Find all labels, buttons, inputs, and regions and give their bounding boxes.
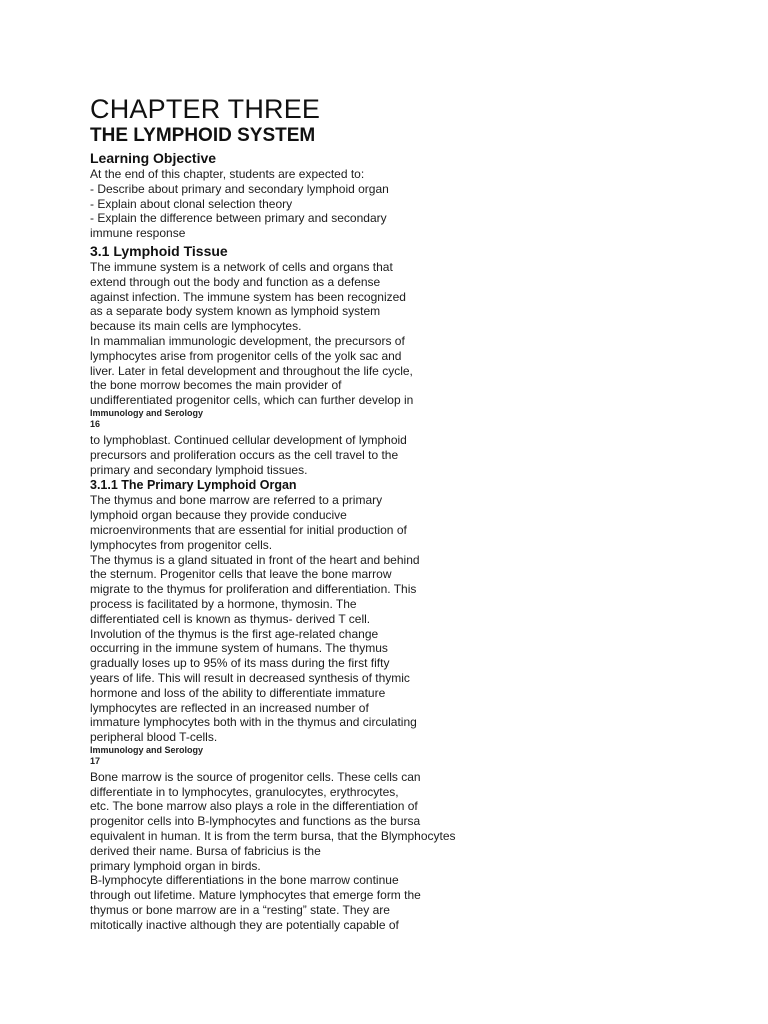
text-line: lymphoid organ because they provide conducive <box>90 508 347 523</box>
text-line: peripheral blood T-cells. <box>90 730 218 745</box>
chapter-title: CHAPTER THREE <box>90 94 321 124</box>
text-line: - Describe about primary and secondary lymphoid organ <box>90 181 389 196</box>
text-line: primary and secondary lymphoid tissues. <box>90 462 308 477</box>
section-heading-primary-lymphoid-organ: 3.1.1 The Primary Lymphoid Organ <box>90 478 297 493</box>
text-line: In mammalian immunologic development, the precursors of <box>90 333 405 348</box>
text-line: liver. Later in fetal development and throughout the life cycle, <box>90 363 413 378</box>
text-line: microenvironments that are essential for initial production of <box>90 522 407 537</box>
text-line: thymus or bone marrow are in a “resting” state. They are <box>90 903 390 918</box>
text-line: lymphocytes arise from progenitor cells of the yolk sac and <box>90 348 402 363</box>
text-line: equivalent in human. It is from the term bursa, that the Blymphocytes <box>90 829 456 844</box>
page-footer-16 <box>90 408 730 430</box>
document-page <box>90 94 730 933</box>
primary-lymphoid-organ-paragraph-a <box>90 493 730 745</box>
text-line: B-lymphocyte differentiations in the bone marrow continue <box>90 873 399 888</box>
text-line: occurring in the immune system of humans. The thymus <box>90 641 388 656</box>
text-line: years of life. This will result in decreased synthesis of thymic <box>90 670 410 685</box>
text-line: the bone morrow becomes the main provider of <box>90 378 342 393</box>
learning-objective-heading: Learning Objective <box>90 150 217 166</box>
text-line: - Explain the difference between primary and secondary <box>90 211 387 226</box>
text-line: mitotically inactive although they are potentially capable of <box>90 917 399 932</box>
text-line: etc. The bone marrow also plays a role in the differentiation of <box>90 799 418 814</box>
text-line: differentiate in to lymphocytes, granulocytes, erythrocytes, <box>90 784 399 799</box>
text-line: The immune system is a network of cells and organs that <box>90 259 393 274</box>
footer-title: Immunology and Serology <box>90 744 204 755</box>
text-line: process is facilitated by a hormone, thymosin. The <box>90 596 357 611</box>
text-line: immune response <box>90 226 186 241</box>
text-line: lymphocytes from progenitor cells. <box>90 537 273 552</box>
text-line: progenitor cells into B-lymphocytes and functions as the bursa <box>90 814 421 829</box>
text-line: hormone and loss of the ability to differentiate immature <box>90 685 386 700</box>
text-line: lymphocytes are reflected in an increased number of <box>90 700 369 715</box>
page-number: 17 <box>90 755 101 766</box>
section-heading-lymphoid-tissue: 3.1 Lymphoid Tissue <box>90 242 228 259</box>
primary-lymphoid-organ-paragraph-b <box>90 770 730 933</box>
text-line: differentiated cell is known as thymus- derived T cell. <box>90 611 371 626</box>
lymphoid-tissue-paragraph-a <box>90 260 730 408</box>
text-line: undifferentiated progenitor cells, which can further develop in <box>90 393 414 408</box>
footer-title: Immunology and Serology <box>90 407 204 418</box>
page-footer-17 <box>90 745 730 767</box>
page-number: 16 <box>90 418 101 429</box>
lymphoid-tissue-paragraph-b <box>90 433 730 477</box>
text-line: through out lifetime. Mature lymphocytes that emerge form the <box>90 888 421 903</box>
text-line: The thymus is a gland situated in front of the heart and behind <box>90 552 420 567</box>
text-line: Involution of the thymus is the first age-related change <box>90 626 379 641</box>
learning-objective-body <box>90 167 730 241</box>
text-line: At the end of this chapter, students are expected to: <box>90 167 365 181</box>
text-line: primary lymphoid organ in birds. <box>90 858 261 873</box>
chapter-subtitle: THE LYMPHOID SYSTEM <box>90 125 316 146</box>
text-line: Bone marrow is the source of progenitor cells. These cells can <box>90 769 421 784</box>
text-line: because its main cells are lymphocytes. <box>90 319 302 334</box>
text-line: as a separate body system known as lymphoid system <box>90 304 381 319</box>
text-line: extend through out the body and function as a defense <box>90 274 381 289</box>
text-line: to lymphoblast. Continued cellular development of lymphoid <box>90 432 407 447</box>
text-line: gradually loses up to 95% of its mass during the first fifty <box>90 656 390 671</box>
text-line: immature lymphocytes both with in the thymus and circulating <box>90 715 417 730</box>
text-line: derived their name. Bursa of fabricius is the <box>90 843 321 858</box>
text-line: precursors and proliferation occurs as the cell travel to the <box>90 447 399 462</box>
text-line: the sternum. Progenitor cells that leave the bone marrow <box>90 567 392 582</box>
text-line: migrate to the thymus for proliferation and differentiation. This <box>90 582 417 597</box>
text-line: - Explain about clonal selection theory <box>90 196 293 211</box>
text-line: against infection. The immune system has been recognized <box>90 289 406 304</box>
text-line: The thymus and bone marrow are referred to a primary <box>90 493 383 508</box>
